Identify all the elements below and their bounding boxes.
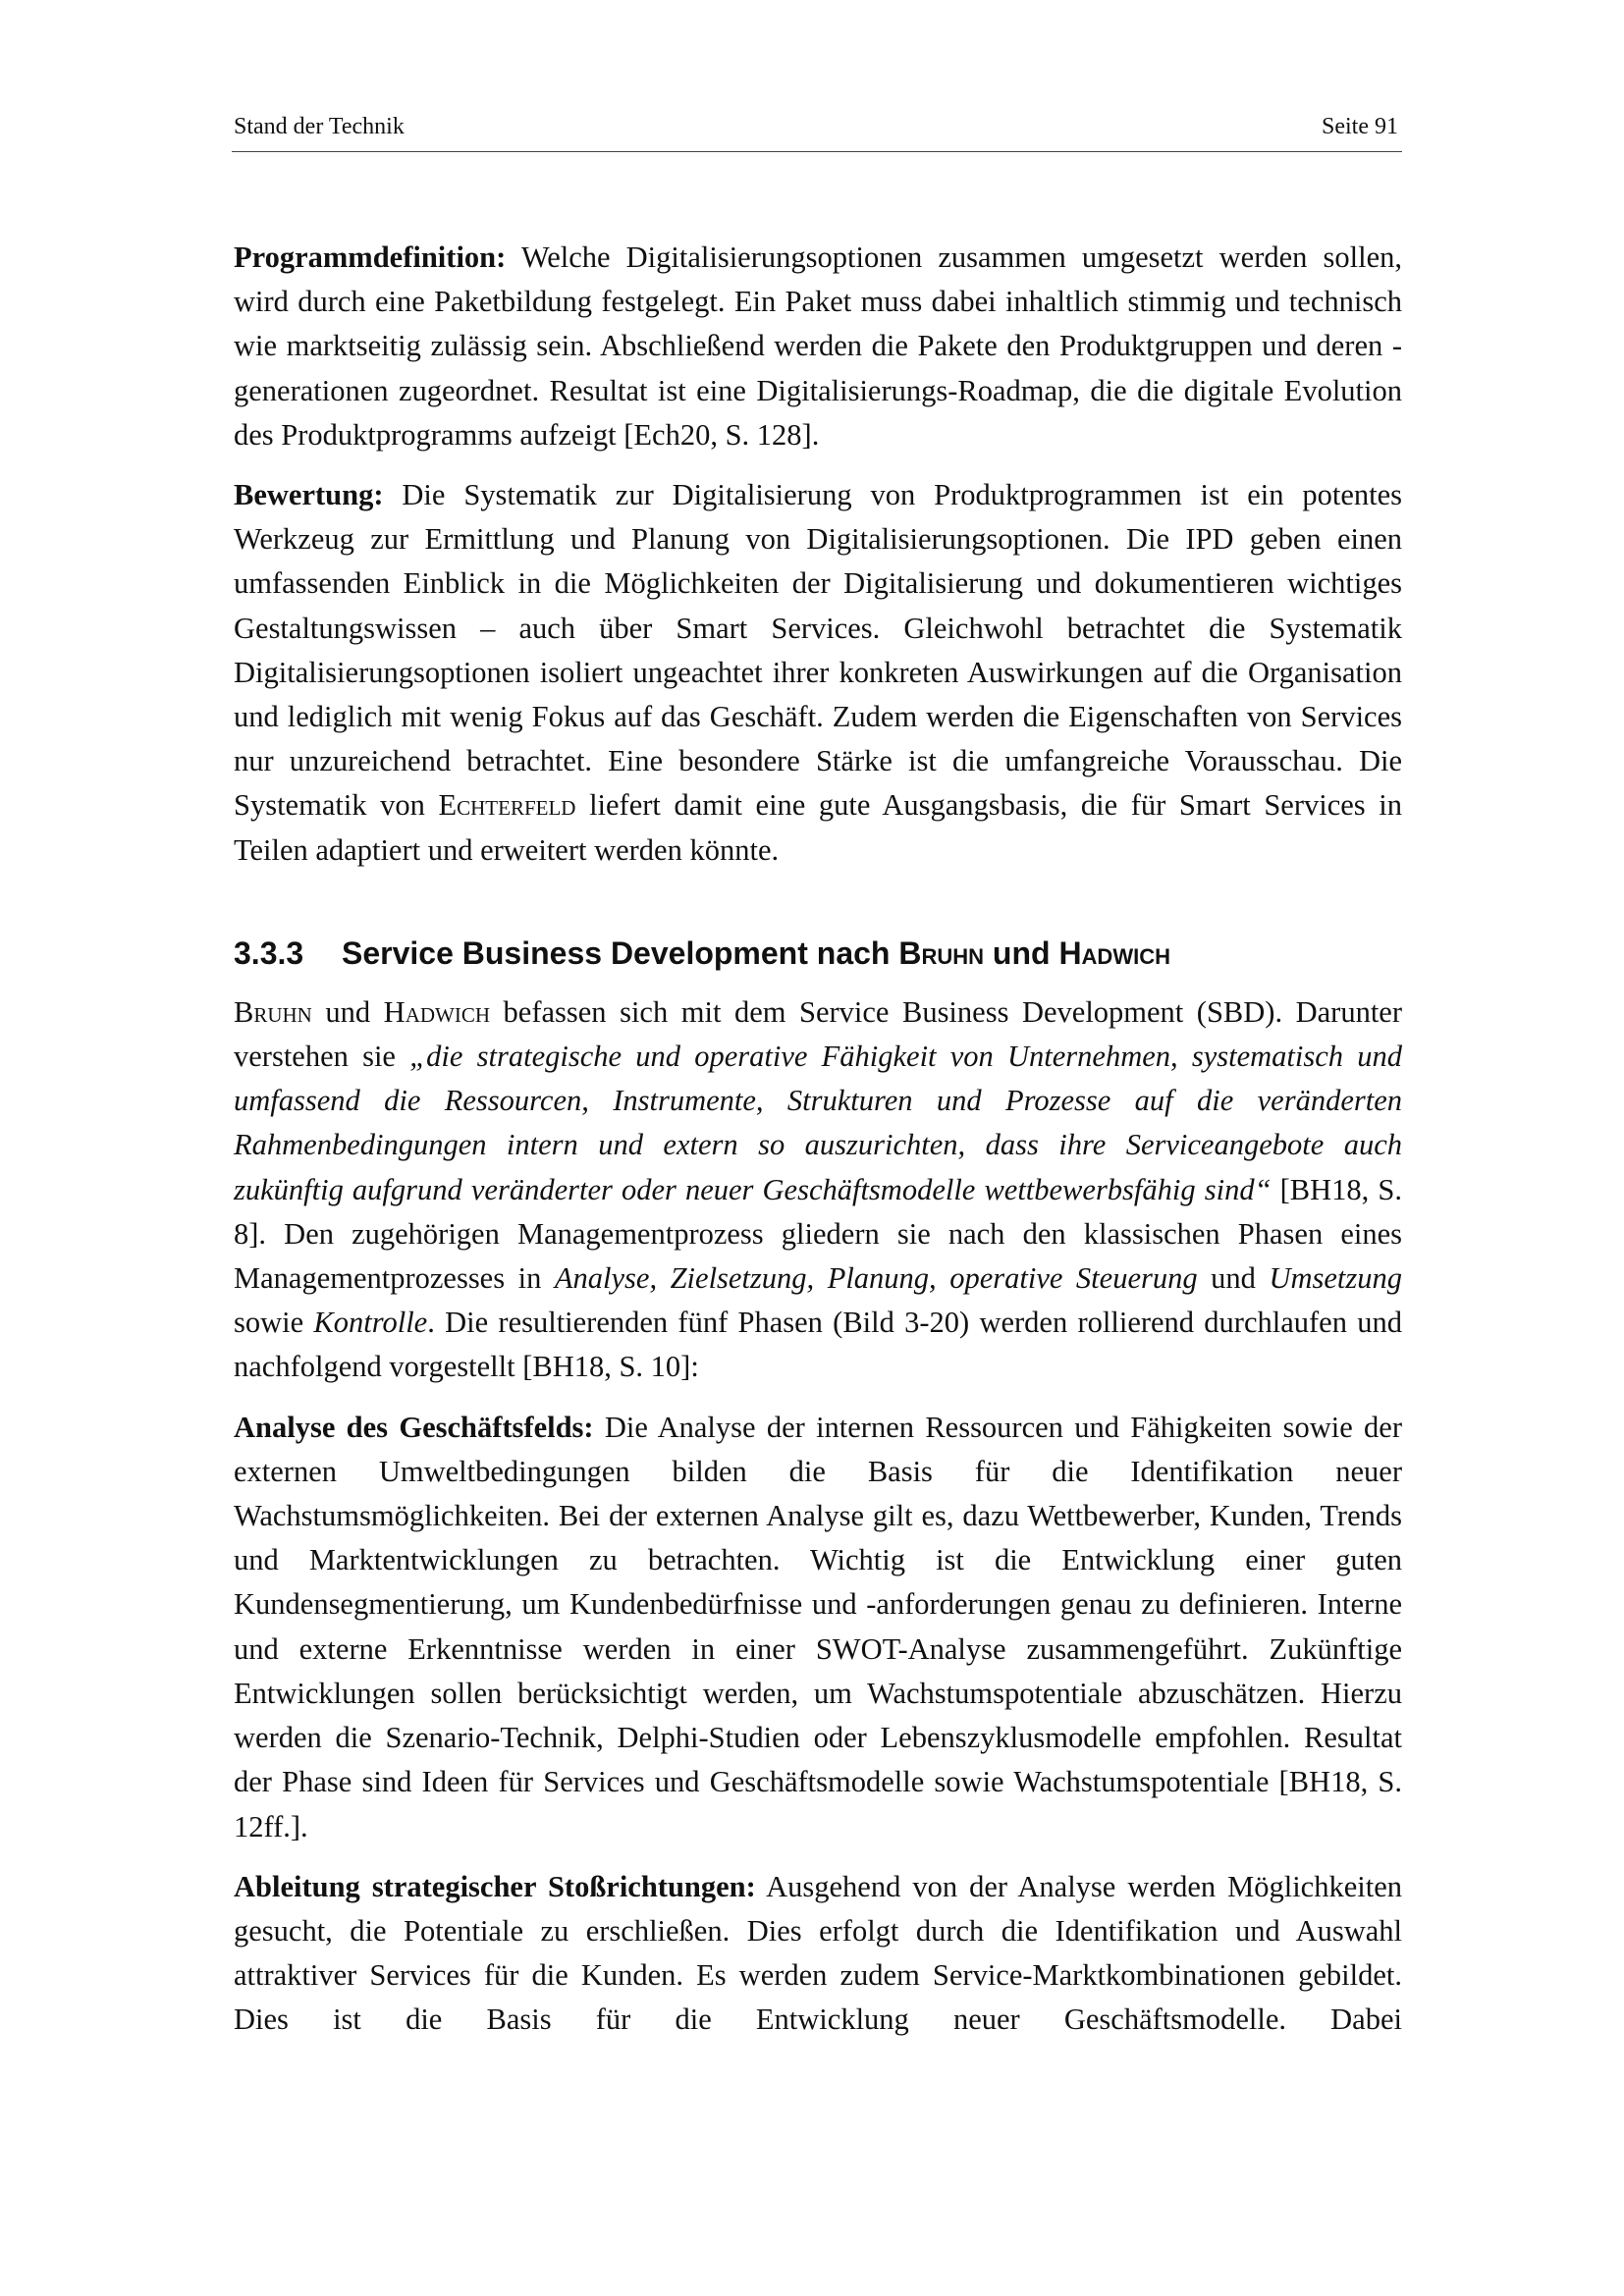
paragraph-programmdefinition [234,236,1402,457]
author-name: Bruhn [898,934,985,971]
phase-term: Umsetzung [1269,1261,1402,1296]
page-number: Seite 91 [1322,114,1398,139]
author-name: Echterfeld [438,788,576,823]
section-title: Service Business Development nach [342,934,899,971]
paragraph-label: Analyse des Geschäftsfelds: [234,1410,594,1444]
paragraph-stossrichtungen [234,1865,1402,2043]
paragraph-analyse [234,1406,1402,1849]
page-body [234,236,1402,2058]
paragraph-text: Die Analyse der internen Ressourcen und Fähigkeiten sowie der externen Umweltbedingungen bilden die Basis für die Identifikation neuer Wachstumsmöglichkeiten. Bei der externen Analyse gilt es, dazu Wettbewerber, Kunden, Trends und Marktentwicklungen zu betrachten. Wichtig ist die Entwicklung einer guten Kundensegmentierung, um Kundenbedürfnisse und -anforderungen genau zu definieren. Interne und externe Erkenntnisse werden in einer SWOT-Analyse zusammengeführt. Zukünftige Entwicklungen sollen berücksichtigt werden, um Wachstumspotentiale abzuschätzen. Hierzu werden die Szenario-Technik, Delphi-Studien oder Lebenszyklusmodelle empfohlen. Resultat der Phase sind Ideen für Services und Geschäftsmodelle sowie Wachstumspotentiale [BH18, S. 12ff.]. [234,1410,1403,1843]
running-head-chapter: Stand der Technik [234,114,405,139]
paragraph-text: und [311,994,384,1029]
paragraph-text: befassen sich mit dem Service Business Development (SBD). Darunter verstehen sie [234,994,1402,1074]
author-name: Hadwich [383,994,491,1029]
paragraph-text: liefert damit eine gute Ausgangsbasis, die für Smart Services in Teilen adaptiert und erweitert werden könnte. [234,788,1402,867]
paragraph-text: sowie [234,1306,314,1340]
phase-terms: Analyse, Zielsetzung, Planung, operative Steuerung [554,1261,1198,1296]
paragraph-text: Welche Digitalisierungsoptionen zusammen umgesetzt werden sollen, wird durch eine Paketbildung festgelegt. Ein Paket muss dabei inhaltlich stimmig und technisch wie marktseitig zulässig sein. Abschließend werden die Pakete den Produktgruppen und deren -generationen zugeordnet. Resultat ist eine Digitalisierungs-Roadmap, die die digitale Evolution des Produktprogramms aufzeigt [Ech20, S. 128]. [234,240,1402,452]
paragraph-text: . Die resultierenden fünf Phasen (Bild 3-20) werden rollierend durchlaufen und nachfolgend vorgestellt [BH18, S. 10]: [234,1306,1402,1384]
paragraph-text: Ausgehend von der Analyse werden Möglichkeiten gesucht, die Potentiale zu erschließen. Dies erfolgt durch die Identifikation und Auswahl attraktiver Services für die Kunden. Es werden zudem Service-Marktkombinationen gebildet. Dies ist die Basis für die Entwicklung neuer Geschäftsmodelle. Dabei [234,1869,1402,2037]
paragraph-label: Bewertung: [234,478,384,512]
paragraph-text: [BH18, S. 8]. Den zugehörigen Managementprozess gliedern sie nach den klassischen Phasen eines Managementprozesses in [234,1172,1402,1296]
section-heading [234,934,1402,973]
phase-term: Kontrolle [313,1306,428,1340]
author-name: Hadwich [1058,934,1170,971]
section-title: und [984,934,1059,971]
paragraph-label: Ableitung strategischer Stoßrichtungen: [234,1869,756,1903]
paragraph-sbd-definition [234,990,1402,1390]
paragraph-bewertung [234,473,1402,873]
author-name: Bruhn [234,994,312,1029]
paragraph-text: und [1197,1261,1270,1296]
definition-quote: „die strategische und operative Fähigkeit von Unternehmen, systematisch und umfassend die Ressourcen, Instrumente, Strukturen und Prozesse auf die veränderten Rahmenbedingungen intern und extern so auszurichten, dass ihre Serviceangebote auch zukünftig aufgrund veränderter oder neuer Geschäftsmodelle wettbewerbsfähig sind“ [234,1040,1403,1206]
paragraph-text: Die Systematik zur Digitalisierung von Produktprogrammen ist ein potentes Werkzeug zur Ermittlung und Planung von Digitalisierungsoptionen. Die IPD geben einen umfassenden Einblick in die Möglichkeiten der Digitalisierung und dokumentieren wichtiges Gestaltungswissen – auch über Smart Services. Gleichwohl betrachtet die Systematik Digitalisierungsoptionen isoliert ungeachtet ihrer konkreten Auswirkungen auf die Organisation und lediglich mit wenig Fokus auf das Geschäft. Zudem werden die Eigenschaften von Services nur unzureichend betrachtet. Eine besondere Stärke ist die umfangreiche Vorausschau. Die Systematik von [234,478,1402,823]
section-number: 3.3.3 [234,934,304,971]
page-header [232,112,1402,152]
paragraph-label: Programmdefinition: [234,240,507,274]
